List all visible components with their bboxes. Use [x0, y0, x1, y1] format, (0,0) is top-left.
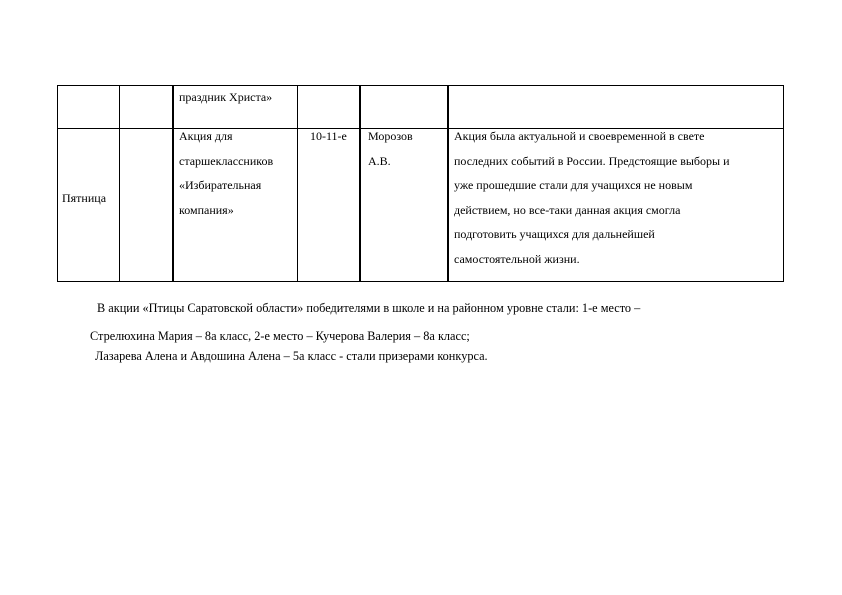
result-line: подготовить учащихся для дальнейшей — [454, 227, 655, 241]
result-line: последних событий в России. Предстоящие выборы и — [454, 153, 730, 168]
table-col-divider — [297, 85, 298, 282]
responsible-line: Морозов — [368, 129, 413, 143]
paragraph-line: В акции «Птицы Саратовской области» победителями в школе и на районном уровне стали: 1-е место – — [97, 301, 641, 315]
table-border-left — [57, 85, 58, 282]
table-border-right — [783, 85, 784, 282]
result-line: уже прошедшие стали для учащихся не новым — [454, 178, 693, 192]
table-col-divider — [172, 85, 174, 282]
grade-cell: 10-11-е — [310, 129, 347, 143]
event-line: старшеклассников — [179, 153, 274, 168]
result-line: действием, но все-таки данная акция смогла — [454, 202, 681, 217]
event-cell-tail: праздник Христа» — [179, 90, 273, 104]
event-line: Акция для — [179, 129, 233, 143]
table-border-bottom — [57, 281, 784, 282]
event-line: «Избирательная — [179, 178, 262, 192]
responsible-line: А.В. — [368, 153, 391, 168]
table-col-divider — [359, 85, 361, 282]
table-border-top — [57, 85, 784, 86]
paragraph-line: Стрелюхина Мария – 8а класс, 2-е место – Кучерова Валерия – 8а класс; — [90, 329, 470, 343]
event-line: компания» — [179, 202, 234, 217]
paragraph-line: Лазарева Алена и Авдошина Алена – 5а класс - стали призерами конкурса. — [95, 349, 488, 363]
table-col-divider — [447, 85, 449, 282]
day-cell: Пятница — [62, 191, 107, 205]
result-line: Акция была актуальной и своевременной в свете — [454, 129, 705, 143]
result-line: самостоятельной жизни. — [454, 251, 580, 266]
events-table — [57, 85, 784, 282]
table-col-divider — [119, 85, 120, 282]
